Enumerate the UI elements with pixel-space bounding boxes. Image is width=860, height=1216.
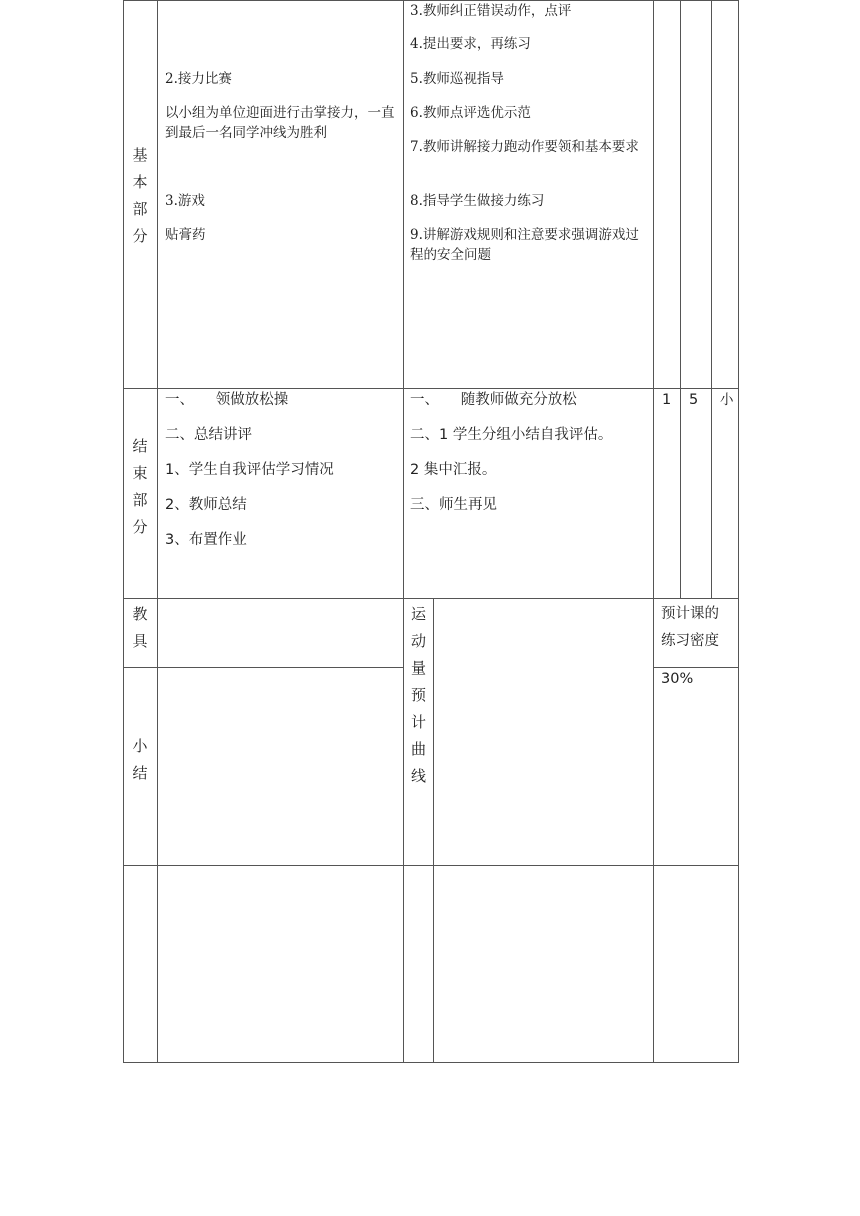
basic-method-item: 8.指导学生做接力练习: [410, 193, 545, 209]
exercise-curve-label: 运 动 量 预 计 曲 线: [410, 605, 426, 785]
density-value: 30%: [661, 671, 694, 687]
end-method-item: 三、师生再见: [410, 497, 497, 513]
end-method-item: 2 集中汇报。: [410, 462, 497, 478]
col-divider-label: [157, 0, 158, 1063]
row-divider-1: [123, 388, 739, 389]
end-section-label: 结 束 部 分: [132, 437, 148, 536]
end-content-item: 1、学生自我评估学习情况: [165, 462, 334, 478]
end-content-item: 一、 领做放松操: [165, 392, 289, 408]
basic-content-item: 3.游戏: [165, 193, 205, 209]
end-col-c-value: 小: [720, 392, 734, 408]
basic-method-item: 9.讲解游戏规则和注意要求强调游戏过程的安全问题: [410, 227, 639, 263]
col-divider-b: [711, 0, 712, 598]
col-divider-content: [403, 0, 404, 1063]
basic-method-item: 7.教师讲解接力跑动作要领和基本要求: [410, 139, 639, 155]
basic-content-item: 以小组为单位迎面进行击掌接力，一直到最后一名同学冲线为胜利: [165, 105, 395, 141]
table-border-right: [738, 0, 739, 1063]
basic-method-item: 6.教师点评选优示范: [410, 105, 531, 121]
basic-content-item: 贴膏药: [165, 227, 206, 243]
basic-method-item: 5.教师巡视指导: [410, 71, 504, 87]
basic-section-label: 基 本 部 分: [132, 146, 148, 245]
row-divider-2: [123, 598, 739, 599]
row-divider-4: [123, 865, 739, 866]
end-method-item: 一、 随教师做充分放松: [410, 392, 577, 408]
row-divider-3a: [123, 667, 403, 668]
density-label-line1: 预计课的: [661, 606, 719, 622]
end-method-item: 二、1 学生分组小结自我评估。: [410, 427, 613, 443]
basic-content-item: 2.接力比赛: [165, 71, 232, 87]
basic-method-item: 3.教师纠正错误动作，点评: [410, 3, 572, 19]
col-divider-method: [653, 0, 654, 1063]
end-col-a-value: 1: [662, 392, 672, 408]
equipment-label: 教 具: [132, 605, 148, 650]
end-content-item: 二、总结讲评: [165, 427, 252, 443]
col-divider-a: [680, 0, 681, 598]
end-content-item: 2、教师总结: [165, 497, 247, 513]
end-col-b-value: 5: [689, 392, 699, 408]
summary-label: 小 结: [132, 737, 148, 782]
density-label-line2: 练习密度: [661, 633, 719, 649]
row-divider-3b: [653, 667, 739, 668]
end-content-item: 3、布置作业: [165, 532, 247, 548]
table-border-bottom: [123, 1062, 739, 1063]
basic-method-item: 4.提出要求，再练习: [410, 36, 531, 52]
